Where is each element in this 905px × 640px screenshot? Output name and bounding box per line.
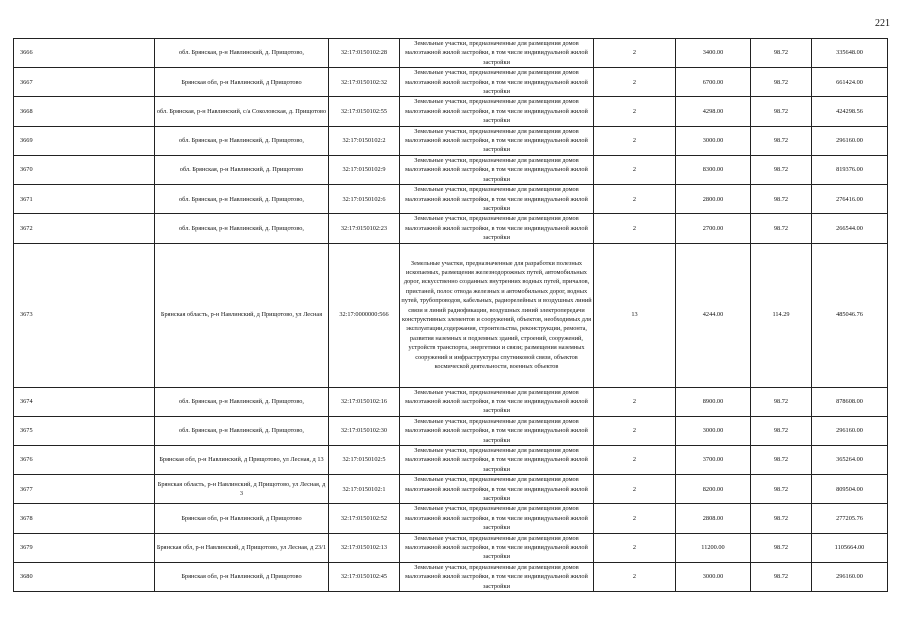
specific-value-cell: 98.72 — [751, 387, 812, 416]
cadastral-value-cell: 819376.00 — [812, 155, 888, 184]
land-use-category-cell: Земельные участки, предназначенные для размещения домов малоэтажной жилой застройки, в том числе индивидуальной жилой застройки — [400, 504, 594, 533]
cadastral-value-cell: 878608.00 — [812, 387, 888, 416]
table-row — [14, 416, 888, 445]
record-number-cell: 3669 — [14, 126, 155, 155]
cadastral-value-cell: 335648.00 — [812, 39, 888, 68]
cadastral-value-cell: 277205.76 — [812, 504, 888, 533]
table-row — [14, 126, 888, 155]
land-use-category-cell: Земельные участки, предназначенные для размещения домов малоэтажной жилой застройки, в том числе индивидуальной жилой застройки — [400, 126, 594, 155]
cadastral-number-cell: 32:17:0000000:566 — [329, 243, 400, 387]
record-number-cell: 3667 — [14, 68, 155, 97]
table-row — [14, 243, 888, 387]
specific-value-cell: 98.72 — [751, 97, 812, 126]
group-number-cell: 2 — [594, 68, 676, 97]
table-row — [14, 68, 888, 97]
land-use-category-cell: Земельные участки, предназначенные для размещения домов малоэтажной жилой застройки, в том числе индивидуальной жилой застройки — [400, 39, 594, 68]
address-cell: обл. Брянская, р-н Навлинский, д. Прищотово, — [155, 214, 329, 243]
cadastral-value-cell: 809504.00 — [812, 475, 888, 504]
specific-value-cell: 98.72 — [751, 214, 812, 243]
land-use-category-cell: Земельные участки, предназначенные для размещения домов малоэтажной жилой застройки, в том числе индивидуальной жилой застройки — [400, 475, 594, 504]
area-cell: 6700.00 — [676, 68, 751, 97]
table-row — [14, 97, 888, 126]
table-row — [14, 562, 888, 591]
address-cell: обл. Брянская, р-н Навлинский, д. Прищотово, — [155, 416, 329, 445]
record-number-cell: 3678 — [14, 504, 155, 533]
address-cell: обл. Брянская, р-н Навлинский, д. Прищотово, — [155, 126, 329, 155]
land-registry-table — [13, 38, 888, 592]
area-cell: 8900.00 — [676, 387, 751, 416]
table-row — [14, 39, 888, 68]
record-number-cell: 3676 — [14, 445, 155, 474]
table-row — [14, 155, 888, 184]
group-number-cell: 2 — [594, 97, 676, 126]
record-number-cell: 3674 — [14, 387, 155, 416]
land-use-category-cell: Земельные участки, предназначенные для размещения домов малоэтажной жилой застройки, в том числе индивидуальной жилой застройки — [400, 416, 594, 445]
land-use-category-cell: Земельные участки, предназначенные для размещения домов малоэтажной жилой застройки, в том числе индивидуальной жилой застройки — [400, 185, 594, 214]
address-cell: Брянская область, р-н Навлинский, д Прищотово, ул Лесная — [155, 243, 329, 387]
record-number-cell: 3671 — [14, 185, 155, 214]
address-cell: Брянская обл, р-н Навлинский, д Прищотово — [155, 68, 329, 97]
cadastral-number-cell: 32:17:0150102:1 — [329, 475, 400, 504]
cadastral-number-cell: 32:17:0150102:55 — [329, 97, 400, 126]
address-cell: Брянская обл, р-н Навлинский, д Прищотово, ул Лесная, д 23/1 — [155, 533, 329, 562]
cadastral-number-cell: 32:17:0150102:5 — [329, 445, 400, 474]
cadastral-number-cell: 32:17:0150102:28 — [329, 39, 400, 68]
group-number-cell: 2 — [594, 214, 676, 243]
group-number-cell: 2 — [594, 387, 676, 416]
table-row — [14, 214, 888, 243]
land-use-category-cell: Земельные участки, предназначенные для размещения домов малоэтажной жилой застройки, в том числе индивидуальной жилой застройки — [400, 155, 594, 184]
address-cell: обл. Брянская, р-н Навлинский, д. Прищотово, — [155, 387, 329, 416]
record-number-cell: 3679 — [14, 533, 155, 562]
address-cell: обл. Брянская, р-н Навлинский, д. Прищотово — [155, 155, 329, 184]
record-number-cell: 3673 — [14, 243, 155, 387]
table-row — [14, 445, 888, 474]
land-use-category-cell: Земельные участки, предназначенные для размещения домов малоэтажной жилой застройки, в том числе индивидуальной жилой застройки — [400, 214, 594, 243]
table-row — [14, 504, 888, 533]
cadastral-value-cell: 1105664.00 — [812, 533, 888, 562]
specific-value-cell: 98.72 — [751, 39, 812, 68]
group-number-cell: 2 — [594, 126, 676, 155]
table-row — [14, 387, 888, 416]
group-number-cell: 2 — [594, 416, 676, 445]
table-row — [14, 475, 888, 504]
cadastral-value-cell: 276416.00 — [812, 185, 888, 214]
group-number-cell: 2 — [594, 533, 676, 562]
area-cell: 8300.00 — [676, 155, 751, 184]
cadastral-number-cell: 32:17:0150102:52 — [329, 504, 400, 533]
cadastral-number-cell: 32:17:0150102:23 — [329, 214, 400, 243]
record-number-cell: 3670 — [14, 155, 155, 184]
cadastral-value-cell: 296160.00 — [812, 416, 888, 445]
cadastral-value-cell: 266544.00 — [812, 214, 888, 243]
address-cell: Брянская область, р-н Навлинский, д Прищотово, ул Лесная, д 3 — [155, 475, 329, 504]
group-number-cell: 2 — [594, 445, 676, 474]
specific-value-cell: 98.72 — [751, 562, 812, 591]
cadastral-number-cell: 32:17:0150102:13 — [329, 533, 400, 562]
specific-value-cell: 98.72 — [751, 504, 812, 533]
area-cell: 2808.00 — [676, 504, 751, 533]
specific-value-cell: 114.29 — [751, 243, 812, 387]
cadastral-number-cell: 32:17:0150102:16 — [329, 387, 400, 416]
cadastral-number-cell: 32:17:0150102:6 — [329, 185, 400, 214]
record-number-cell: 3672 — [14, 214, 155, 243]
address-cell: Брянская обл, р-н Навлинский, д Прищотово — [155, 562, 329, 591]
area-cell: 3000.00 — [676, 416, 751, 445]
area-cell: 4298.00 — [676, 97, 751, 126]
address-cell: обл. Брянская, р-н Навлинский, д. Прищотово, — [155, 39, 329, 68]
specific-value-cell: 98.72 — [751, 155, 812, 184]
address-cell: обл. Брянская, р-н Навлинский, д. Прищотово, — [155, 185, 329, 214]
cadastral-value-cell: 661424.00 — [812, 68, 888, 97]
area-cell: 3000.00 — [676, 562, 751, 591]
area-cell: 8200.00 — [676, 475, 751, 504]
group-number-cell: 2 — [594, 155, 676, 184]
cadastral-value-cell: 485046.76 — [812, 243, 888, 387]
land-use-category-cell: Земельные участки, предназначенные для размещения домов малоэтажной жилой застройки, в том числе индивидуальной жилой застройки — [400, 445, 594, 474]
cadastral-number-cell: 32:17:0150102:32 — [329, 68, 400, 97]
land-use-category-cell: Земельные участки, предназначенные для размещения домов малоэтажной жилой застройки, в том числе индивидуальной жилой застройки — [400, 387, 594, 416]
land-use-category-cell: Земельные участки, предназначенные для разработки полезных ископаемых, размещения железнодорожных путей, автомобильных дорог, искусственно созданных внутренних водных путей, причалов, пристаней, полос отвода железных и автомобильных дорог, водных путей, трубопроводов, кабельных, радиорелейных и воздушных линий связи и линий радиофикации, воздушных линий электропередачи конструктивных элементов и сооружений, объектов, необходимых для эксплуатации,содержания, строительства, реконструкции, ремонта, развития наземных и подземных зданий, строений, сооружений, устройств транспорта, энергетики и связи; размещения наземных сооружений и инфраструктуры спутниковой связи, объектов космической деятельности, военных объектов — [400, 243, 594, 387]
specific-value-cell: 98.72 — [751, 533, 812, 562]
area-cell: 11200.00 — [676, 533, 751, 562]
cadastral-number-cell: 32:17:0150102:9 — [329, 155, 400, 184]
area-cell: 4244.00 — [676, 243, 751, 387]
table-row — [14, 185, 888, 214]
cadastral-value-cell: 296160.00 — [812, 126, 888, 155]
area-cell: 3400.00 — [676, 39, 751, 68]
address-cell: обл. Брянская, р-н Навлинский, с/а Соколовская, д. Прищотово — [155, 97, 329, 126]
cadastral-value-cell: 296160.00 — [812, 562, 888, 591]
record-number-cell: 3668 — [14, 97, 155, 126]
record-number-cell: 3680 — [14, 562, 155, 591]
address-cell: Брянская обл, р-н Навлинский, д Прищотово — [155, 504, 329, 533]
address-cell: Брянская обл, р-н Навлинский, д Прищотово, ул Лесная, д 13 — [155, 445, 329, 474]
land-use-category-cell: Земельные участки, предназначенные для размещения домов малоэтажной жилой застройки, в том числе индивидуальной жилой застройки — [400, 97, 594, 126]
record-number-cell: 3675 — [14, 416, 155, 445]
specific-value-cell: 98.72 — [751, 445, 812, 474]
record-number-cell: 3666 — [14, 39, 155, 68]
specific-value-cell: 98.72 — [751, 416, 812, 445]
land-use-category-cell: Земельные участки, предназначенные для размещения домов малоэтажной жилой застройки, в том числе индивидуальной жилой застройки — [400, 562, 594, 591]
specific-value-cell: 98.72 — [751, 68, 812, 97]
specific-value-cell: 98.72 — [751, 475, 812, 504]
area-cell: 2800.00 — [676, 185, 751, 214]
group-number-cell: 2 — [594, 185, 676, 214]
group-number-cell: 2 — [594, 475, 676, 504]
cadastral-number-cell: 32:17:0150102:30 — [329, 416, 400, 445]
cadastral-value-cell: 424298.56 — [812, 97, 888, 126]
specific-value-cell: 98.72 — [751, 126, 812, 155]
cadastral-value-cell: 365264.00 — [812, 445, 888, 474]
record-number-cell: 3677 — [14, 475, 155, 504]
area-cell: 3000.00 — [676, 126, 751, 155]
cadastral-number-cell: 32:17:0150102:45 — [329, 562, 400, 591]
land-use-category-cell: Земельные участки, предназначенные для размещения домов малоэтажной жилой застройки, в том числе индивидуальной жилой застройки — [400, 68, 594, 97]
group-number-cell: 13 — [594, 243, 676, 387]
cadastral-number-cell: 32:17:0150102:2 — [329, 126, 400, 155]
group-number-cell: 2 — [594, 504, 676, 533]
page-number: 221 — [875, 18, 890, 29]
area-cell: 2700.00 — [676, 214, 751, 243]
area-cell: 3700.00 — [676, 445, 751, 474]
group-number-cell: 2 — [594, 39, 676, 68]
group-number-cell: 2 — [594, 562, 676, 591]
specific-value-cell: 98.72 — [751, 185, 812, 214]
land-use-category-cell: Земельные участки, предназначенные для размещения домов малоэтажной жилой застройки, в том числе индивидуальной жилой застройки — [400, 533, 594, 562]
table-row — [14, 533, 888, 562]
